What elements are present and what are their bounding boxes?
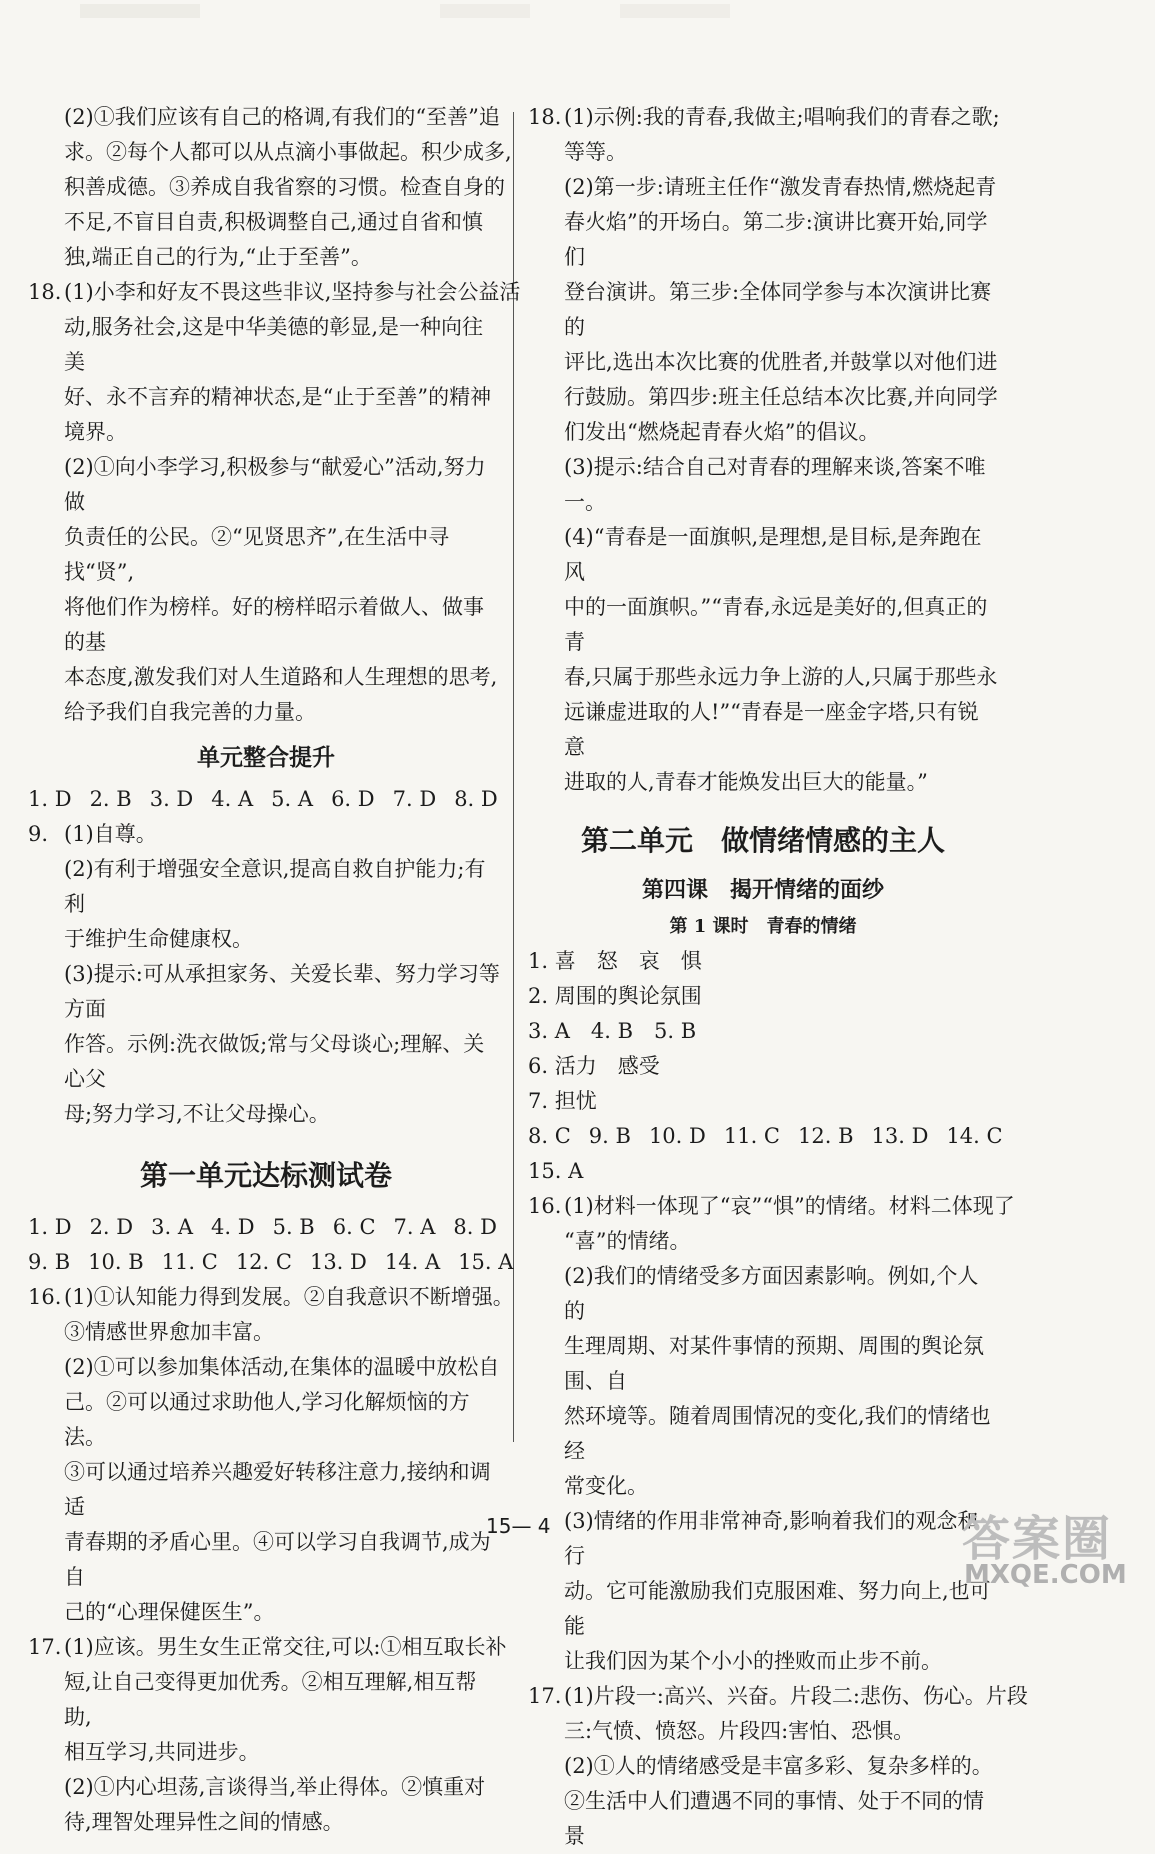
answer-line: (1)应该。男生女生正常交往,可以:①相互取长补 xyxy=(64,1635,507,1659)
question-18-left xyxy=(28,275,521,730)
question-17-left xyxy=(28,1630,507,1840)
answer-line: 青春期的矛盾心里。④可以学习自我调节,成为自 xyxy=(64,1530,491,1589)
answer-line: (3)提示:可从承担家务、关爱长辈、努力学习等方面 xyxy=(64,962,500,1021)
mc-answer: 8. D xyxy=(453,1215,497,1239)
answer-line: 行鼓励。第四步:班主任总结本次比赛,并向同学 xyxy=(564,385,998,409)
mc-answer: 9. B xyxy=(28,1250,71,1274)
mc-answer: 7. D xyxy=(392,787,437,811)
question-number: 18. xyxy=(28,280,62,304)
column-divider xyxy=(513,112,514,1442)
mc-answer-row xyxy=(28,1210,504,1245)
lesson-heading: 第四课 揭开情绪的面纱 xyxy=(641,877,884,903)
right-column xyxy=(528,100,1028,1854)
answer-line: 让我们因为某个小小的挫败而止步不前。 xyxy=(564,1649,942,1673)
answer-line: 1. 喜 怒 哀 惧 xyxy=(528,949,702,973)
mc-answer: 13. D xyxy=(871,1124,929,1148)
mc-answer: 11. C xyxy=(161,1250,218,1274)
answer-line: 6. 活力 感受 xyxy=(528,1054,660,1078)
unit-heading: 第二单元 做情绪情感的主人 xyxy=(580,824,945,857)
mc-answer: 10. D xyxy=(648,1124,706,1148)
answer-line: 短,让自己变得更加优秀。②相互理解,相互帮助, xyxy=(64,1670,477,1729)
answer-line: 生理周期、对某件事情的预期、周围的舆论氛围、自 xyxy=(564,1334,984,1393)
answer-line: 中的一面旗帜。”“青春,永远是美好的,但真正的青 xyxy=(564,595,988,654)
answer-line: “喜”的情绪。 xyxy=(564,1229,691,1253)
answer-line: 3. A 4. B 5. B xyxy=(528,1019,697,1043)
answer-line: 相互学习,共同进步。 xyxy=(64,1740,260,1764)
question-number: 16. xyxy=(528,1194,562,1218)
answer-line: 负责任的公民。②“见贤思齐”,在生活中寻找“贤”, xyxy=(64,525,450,584)
mc-answer: 7. A xyxy=(393,1215,436,1239)
scan-mark xyxy=(440,4,530,18)
answer-line: 境界。 xyxy=(64,420,127,444)
question-16-left xyxy=(28,1280,514,1630)
mc-answer: 3. D xyxy=(149,787,194,811)
answer-line: 进取的人,青春才能焕发出巨大的能量。” xyxy=(564,770,928,794)
answer-line: (3)情绪的作用非常神奇,影响着我们的观念和行 xyxy=(564,1509,979,1568)
answer-line: 春,只属于那些永远力争上游的人,只属于那些永 xyxy=(564,665,998,689)
question-17-right xyxy=(528,1679,1028,1854)
mc-answer: 14. A xyxy=(384,1250,441,1274)
mc-answer: 14. C xyxy=(946,1124,1003,1148)
scan-mark xyxy=(80,4,200,18)
mc-answer: 8. D xyxy=(454,787,498,811)
answer-line: 积善成德。③养成自我省察的习惯。检查自身的 xyxy=(64,175,505,199)
answer-line: 己。②可以通过求助他人,学习化解烦恼的方法。 xyxy=(64,1390,470,1449)
answer-line: 评比,选出本次比赛的优胜者,并鼓掌以对他们进 xyxy=(564,350,998,374)
section-heading: 单元整合提升 xyxy=(197,744,335,771)
watermark-text: 答案圈 xyxy=(962,1511,1113,1567)
answer-line: 春火焰”的开场白。第二步:演讲比赛开始,同学们 xyxy=(564,210,988,269)
answer-line: 远谦虚进取的人!”“青春是一座金字塔,只有锐意 xyxy=(564,700,979,759)
mc-answer: 6. C xyxy=(332,1215,376,1239)
answer-line: 好、永不言弃的精神状态,是“止于至善”的精神 xyxy=(64,385,492,409)
mc-answer: 12. C xyxy=(235,1250,292,1274)
answer-line: 15. A xyxy=(528,1159,584,1183)
mc-answer: 12. B xyxy=(798,1124,854,1148)
watermark-url: MXQE.COM xyxy=(964,1560,1127,1590)
answer-line: 作答。示例:洗衣做饭;常与父母谈心;理解、关心父 xyxy=(64,1032,485,1091)
answer-line: (1)自尊。 xyxy=(64,822,157,846)
mc-answer: 1. D xyxy=(28,1215,72,1239)
answer-line: (2)①人的情绪感受是丰富多彩、复杂多样的。 xyxy=(564,1754,993,1778)
question-number: 16. xyxy=(28,1285,62,1309)
question-18-right xyxy=(528,100,998,800)
answer-line: (1)小李和好友不畏这些非议,坚持参与社会公益活 xyxy=(64,280,521,304)
answer-line: ③情感世界愈加丰富。 xyxy=(64,1320,274,1344)
answer-line: 然环境等。随着周围情况的变化,我们的情绪也经 xyxy=(564,1404,991,1463)
mc-answer-row xyxy=(528,1119,1003,1154)
mc-answer: 3. A xyxy=(151,1215,194,1239)
mc-answer: 13. D xyxy=(309,1250,367,1274)
answer-line: 己的“心理保健医生”。 xyxy=(64,1600,275,1624)
page-number: 15— 4 xyxy=(486,1514,551,1538)
mc-answer: 5. A xyxy=(271,787,314,811)
answer-line: 待,理智处理异性之间的情感。 xyxy=(64,1810,344,1834)
mc-answer: 15. A xyxy=(458,1250,514,1274)
question-9 xyxy=(28,817,504,1132)
answer-line: 独,端正自己的行为,“止于至善”。 xyxy=(64,245,372,269)
watermark-logo xyxy=(962,1500,1152,1598)
mc-answer: 2. B xyxy=(89,787,132,811)
answer-line: (1)示例:我的青春,我做主;唱响我们的青春之歌; xyxy=(564,105,1000,129)
answer-line: 本态度,激发我们对人生道路和人生理想的思考, xyxy=(64,665,498,689)
answer-line: 三:气愤、愤怒。片段四:害怕、恐惧。 xyxy=(564,1719,915,1743)
mc-answer-row xyxy=(28,1245,514,1280)
mc-answer: 9. B xyxy=(588,1124,631,1148)
answer-line: 2. 周围的舆论氛围 xyxy=(528,984,702,1008)
answer-line: 于维护生命健康权。 xyxy=(64,927,253,951)
answer-line: 给予我们自我完善的力量。 xyxy=(64,700,316,724)
answer-line: 不足,不盲目自责,积极调整自己,通过自省和慎 xyxy=(64,210,484,234)
answer-line: 母;努力学习,不让父母操心。 xyxy=(64,1102,330,1126)
question-number: 18. xyxy=(528,105,562,129)
answer-line: (1)片段一:高兴、兴奋。片段二:悲伤、伤心。片段 xyxy=(564,1684,1028,1708)
answer-line: (4)“青春是一面旗帜,是理想,是目标,是奔跑在风 xyxy=(564,525,982,584)
mc-answer: 2. D xyxy=(89,1215,134,1239)
answer-line: 动,服务社会,这是中华美德的彰显,是一种向往美 xyxy=(64,315,484,374)
intro-answer-block xyxy=(28,100,512,275)
mc-answer: 8. C xyxy=(528,1124,571,1148)
answer-line: (2)①向小李学习,积极参与“献爱心”活动,努力做 xyxy=(64,455,486,514)
answer-line: (1)材料一体现了“哀”“惧”的情绪。材料二体现了 xyxy=(564,1194,1015,1218)
answer-line: (1)①认知能力得到发展。②自我意识不断增强。 xyxy=(64,1285,514,1309)
answer-line: 常变化。 xyxy=(564,1474,648,1498)
answer-line: 7. 担忧 xyxy=(528,1089,597,1113)
question-number: 9. xyxy=(28,822,49,846)
answer-line: (2)第一步:请班主任作“激发青春热情,燃烧起青 xyxy=(564,175,997,199)
mc-answer: 10. B xyxy=(88,1250,144,1274)
mc-answer: 11. C xyxy=(723,1124,780,1148)
answer-line: ②生活中人们遭遇不同的事情、处于不同的情景 xyxy=(564,1789,984,1848)
test-heading: 第一单元达标测试卷 xyxy=(139,1159,392,1192)
mc-answer: 4. D xyxy=(211,1215,255,1239)
answer-line: ③可以通过培养兴趣爱好转移注意力,接纳和调适 xyxy=(64,1460,491,1519)
mc-answer: 6. D xyxy=(331,787,375,811)
scan-mark xyxy=(620,4,730,18)
question-number: 17. xyxy=(528,1684,562,1708)
mc-answer: 1. D xyxy=(28,787,72,811)
mc-answer-row xyxy=(28,782,504,817)
answer-line: (2)①我们应该有自己的格调,有我们的“至善”追 xyxy=(64,105,500,129)
answer-line: 求。②每个人都可以从点滴小事做起。积少成多, xyxy=(64,140,512,164)
mc-answer: 5. B xyxy=(272,1215,315,1239)
question-number: 17. xyxy=(28,1635,62,1659)
answer-line: (2)我们的情绪受多方面因素影响。例如,个人的 xyxy=(564,1264,979,1323)
answer-line: 们发出“燃烧起青春火焰”的倡议。 xyxy=(564,420,880,444)
answer-line: 动。它可能激励我们克服困难、努力向上,也可能 xyxy=(564,1579,991,1638)
answer-line: (3)提示:结合自己对青春的理解来谈,答案不唯一。 xyxy=(564,455,986,514)
question-16-right xyxy=(528,1189,1015,1679)
mc-answer: 4. A xyxy=(211,787,254,811)
answer-line: 登台演讲。第三步:全体同学参与本次演讲比赛的 xyxy=(564,280,992,339)
answer-line: (2)有利于增强安全意识,提高自救自护能力;有利 xyxy=(64,857,486,916)
answer-line: (2)①内心坦荡,言谈得当,举止得体。②慎重对 xyxy=(64,1775,486,1799)
answer-line: 等等。 xyxy=(564,140,627,164)
answer-line: (2)①可以参加集体活动,在集体的温暖中放松自 xyxy=(64,1355,500,1379)
period-heading: 第 1 课时 青春的情绪 xyxy=(669,916,857,937)
answer-line: 将他们作为榜样。好的榜样昭示着做人、做事的基 xyxy=(64,595,484,654)
